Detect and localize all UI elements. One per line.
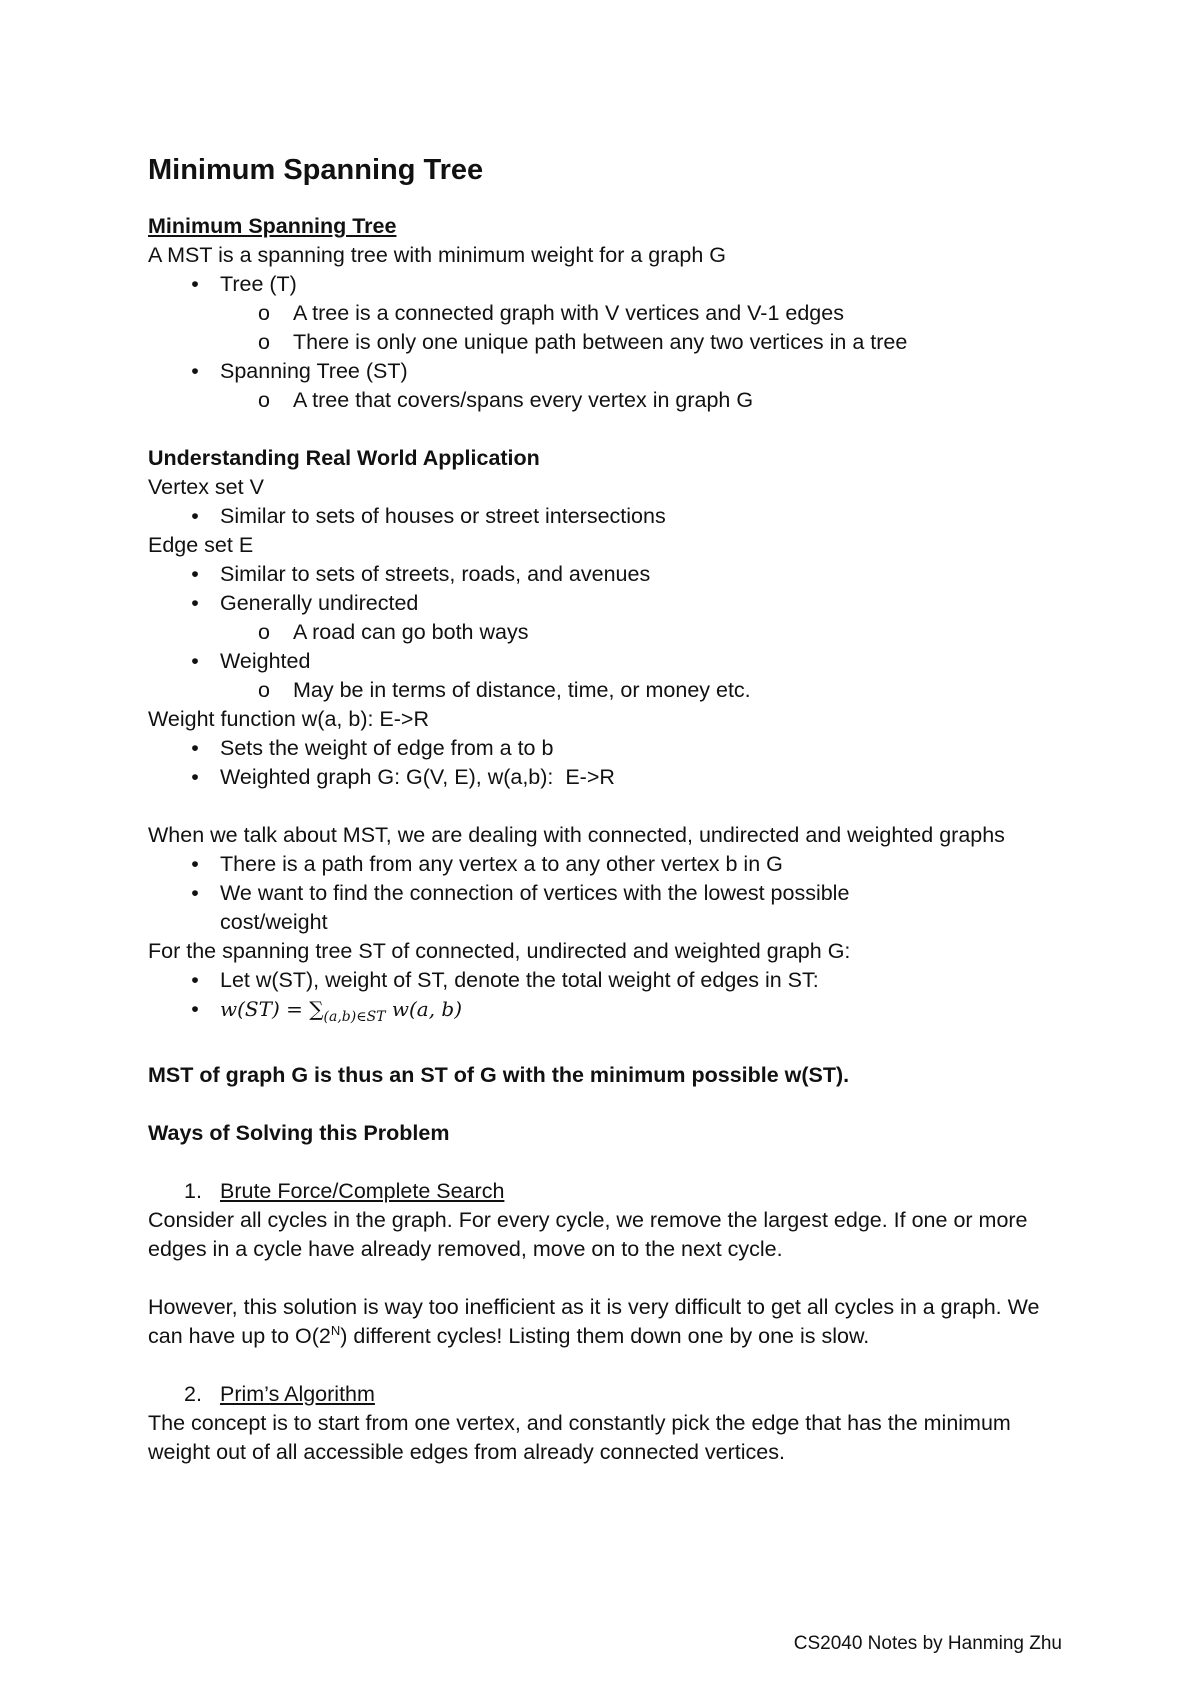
- list-item-text: Weighted graph G: G(V, E), w(a,b): E->R: [220, 765, 615, 789]
- vertex-set-label: Vertex set V: [148, 475, 264, 499]
- list-number: 1.: [184, 1179, 202, 1203]
- list-item-text: There is a path from any vertex a to any other vertex b in G: [220, 852, 783, 876]
- list-item-text: Spanning Tree (ST): [220, 359, 408, 383]
- bullet-icon: •: [191, 881, 199, 905]
- sub-list-item-text: A tree that covers/spans every vertex in graph G: [293, 388, 754, 412]
- sub-list-item-text: A tree is a connected graph with V vertices and V-1 edges: [293, 301, 844, 325]
- section-heading-solving: Ways of Solving this Problem: [148, 1121, 450, 1145]
- sub-list-item: [148, 676, 1078, 705]
- section-heading-mst: Minimum Spanning Tree: [148, 214, 397, 238]
- sigma-symbol: ∑: [309, 997, 324, 1021]
- formula-rhs: w(a, b): [385, 997, 463, 1021]
- list-item-text: We want to find the connection of vertices with the lowest possible cost/weight: [220, 881, 850, 934]
- formula-subscript: (a,b)∈ST: [323, 1009, 386, 1025]
- mst-definition: A MST is a spanning tree with minimum weight for a graph G: [148, 243, 726, 267]
- sub-list-item: [148, 618, 1078, 647]
- bullet-icon: •: [191, 649, 199, 673]
- bullet-icon: •: [191, 765, 199, 789]
- bullet-icon: •: [191, 968, 199, 992]
- bullet-icon: •: [191, 997, 199, 1021]
- list-item-text: Similar to sets of streets, roads, and avenues: [220, 562, 651, 586]
- bullet-icon: •: [191, 562, 199, 586]
- sub-bullet-icon: o: [258, 301, 270, 325]
- list-item: [148, 879, 940, 937]
- list-item: [148, 763, 1078, 792]
- method-list-1: [148, 1177, 1078, 1206]
- list-item-text: Tree (T): [220, 272, 297, 296]
- list-item: [148, 1380, 1078, 1409]
- list-item: [148, 502, 1078, 531]
- list-item-text: Weighted: [220, 649, 311, 673]
- sub-bullet-icon: o: [258, 678, 270, 702]
- list-item: [148, 734, 1078, 763]
- edge-bullet-list: [148, 560, 1078, 705]
- sub-bullet-icon: o: [258, 620, 270, 644]
- mst-bullet-list: [148, 270, 1078, 415]
- list-item: [148, 850, 1078, 879]
- bullet-icon: •: [191, 504, 199, 528]
- weight-function-label: Weight function w(a, b): E->R: [148, 707, 430, 731]
- bullet-icon: •: [191, 852, 199, 876]
- prims-paragraph: The concept is to start from one vertex, and constantly pick the edge that has the minimum weight out of all accessible edges from already connected vertices.: [148, 1411, 1011, 1464]
- spanning-bullet-list: [148, 966, 1078, 1032]
- method-title-brute-force: Brute Force/Complete Search: [220, 1179, 505, 1203]
- bullet-icon: •: [191, 591, 199, 615]
- method-list-2: [148, 1380, 1078, 1409]
- context-bullet-list: [148, 850, 1078, 937]
- sub-list: [220, 299, 1078, 357]
- list-item: [148, 966, 1078, 995]
- sub-list-item-text: There is only one unique path between any two vertices in a tree: [293, 330, 908, 354]
- sub-bullet-icon: o: [258, 330, 270, 354]
- method-title-prims: Prim’s Algorithm: [220, 1382, 375, 1406]
- bullet-icon: •: [191, 736, 199, 760]
- document-page: [148, 150, 1078, 1467]
- spanning-tree-label: For the spanning tree ST of connected, undirected and weighted graph G:: [148, 939, 851, 963]
- sub-list-item: [148, 328, 1078, 357]
- formula-lhs: w(ST) =: [220, 997, 310, 1021]
- bullet-icon: •: [191, 272, 199, 296]
- mst-conclusion: MST of graph G is thus an ST of G with the minimum possible w(ST).: [148, 1063, 850, 1087]
- list-item: [148, 647, 1078, 705]
- bullet-icon: •: [191, 359, 199, 383]
- superscript: N: [330, 1322, 341, 1338]
- sub-list: [220, 618, 1078, 647]
- list-number: 2.: [184, 1382, 202, 1406]
- list-item: [148, 589, 1078, 647]
- list-item: [148, 357, 1078, 415]
- list-item: [148, 1177, 1078, 1206]
- paragraph-text: ) different cycles! Listing them down one by one is slow.: [340, 1324, 870, 1348]
- weight-formula: [220, 997, 463, 1025]
- page-footer: CS2040 Notes by Hanming Zhu: [793, 1633, 1062, 1654]
- list-item: [148, 995, 1078, 1032]
- list-item-text: Generally undirected: [220, 591, 419, 615]
- brute-force-paragraph-1: Consider all cycles in the graph. For every cycle, we remove the largest edge. If one or more edges in a cycle have already removed, move on to the next cycle.: [148, 1208, 1028, 1261]
- sub-list-item-text: A road can go both ways: [293, 620, 529, 644]
- edge-set-label: Edge set E: [148, 533, 254, 557]
- sub-bullet-icon: o: [258, 388, 270, 412]
- sub-list-item: [148, 299, 1078, 328]
- list-item: [148, 270, 1078, 357]
- list-item-text: Similar to sets of houses or street intersections: [220, 504, 666, 528]
- list-item: [148, 560, 1078, 589]
- brute-force-paragraph-2: [148, 1293, 1048, 1351]
- page-title: Minimum Spanning Tree: [148, 154, 484, 186]
- list-item-text: Let w(ST), weight of ST, denote the total weight of edges in ST:: [220, 968, 819, 992]
- sub-list: [220, 386, 1078, 415]
- paragraph-text: However, this solution is way too inefficient as it is very difficult to get all cycles in a graph. We can have up to O(2: [148, 1295, 1040, 1348]
- section-heading-application: Understanding Real World Application: [148, 446, 540, 470]
- list-item-text: Sets the weight of edge from a to b: [220, 736, 554, 760]
- sub-list-item-text: May be in terms of distance, time, or money etc.: [293, 678, 751, 702]
- mst-context-paragraph: When we talk about MST, we are dealing with connected, undirected and weighted graphs: [148, 823, 1005, 847]
- sub-list-item: [148, 386, 1078, 415]
- weight-function-bullet-list: [148, 734, 1078, 792]
- sub-list: [220, 676, 1078, 705]
- vertex-bullet-list: [148, 502, 1078, 531]
